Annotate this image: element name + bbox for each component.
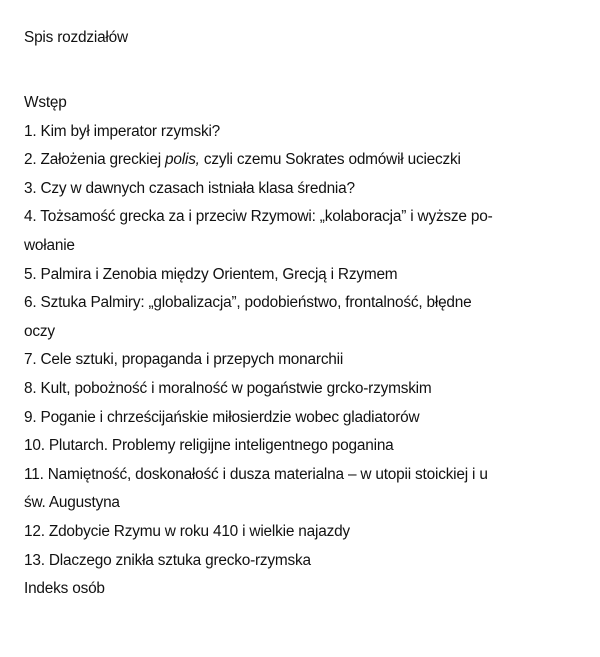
toc-chapter-3: 3. Czy w dawnych czasach istniała klasa średnia? [24,179,355,197]
toc-chapter-12: 12. Zdobycie Rzymu w roku 410 i wielkie najazdy [24,522,350,540]
toc-chapter-2-pre: 2. Założenia greckiej [24,151,166,169]
toc-chapter-4-cont: wołanie [24,236,75,254]
toc-chapter-2-post: czyli czemu Sokrates odmówił ucieczki [199,151,461,169]
toc-chapter-1: 1. Kim był imperator rzymski? [24,122,221,140]
toc-chapter-8: 8. Kult, pobożność i moralność w pogaństwie grcko-rzymskim [24,379,432,397]
toc-chapter-11-cont: św. Augustyna [24,494,120,512]
toc-intro: Wstęp [24,94,67,111]
toc-chapter-11: 11. Namiętność, doskonałość i dusza materialna – w utopii stoickiej i u [24,465,488,483]
toc-chapter-4: 4. Tożsamość grecka za i przeciw Rzymowi: „kolaboracja” i wyższe po- [24,208,493,226]
toc-chapter-13: 13. Dlaczego znikła sztuka grecko-rzymska [24,551,311,569]
toc-chapter-2-italic: polis, [165,151,200,169]
table-of-contents [24,89,584,604]
toc-chapter-7: 7. Cele sztuki, propaganda i przepych monarchii [24,351,344,369]
toc-chapter-6: 6. Sztuka Palmiry: „globalizacja”, podobieństwo, frontalność, błędne [24,294,472,312]
toc-chapter-9: 9. Poganie i chrześcijańskie miłosierdzie wobec gladiatorów [24,408,420,426]
toc-chapter-5: 5. Palmira i Zenobia między Orientem, Grecją i Rzymem [24,265,398,283]
toc-chapter-6-cont: oczy [24,322,55,340]
toc-chapter-2 [24,146,584,175]
page-title: Spis rozdziałów [24,29,128,46]
toc-index: Indeks osób [24,580,105,598]
toc-chapter-10: 10. Plutarch. Problemy religijne inteligentnego poganina [24,437,394,455]
